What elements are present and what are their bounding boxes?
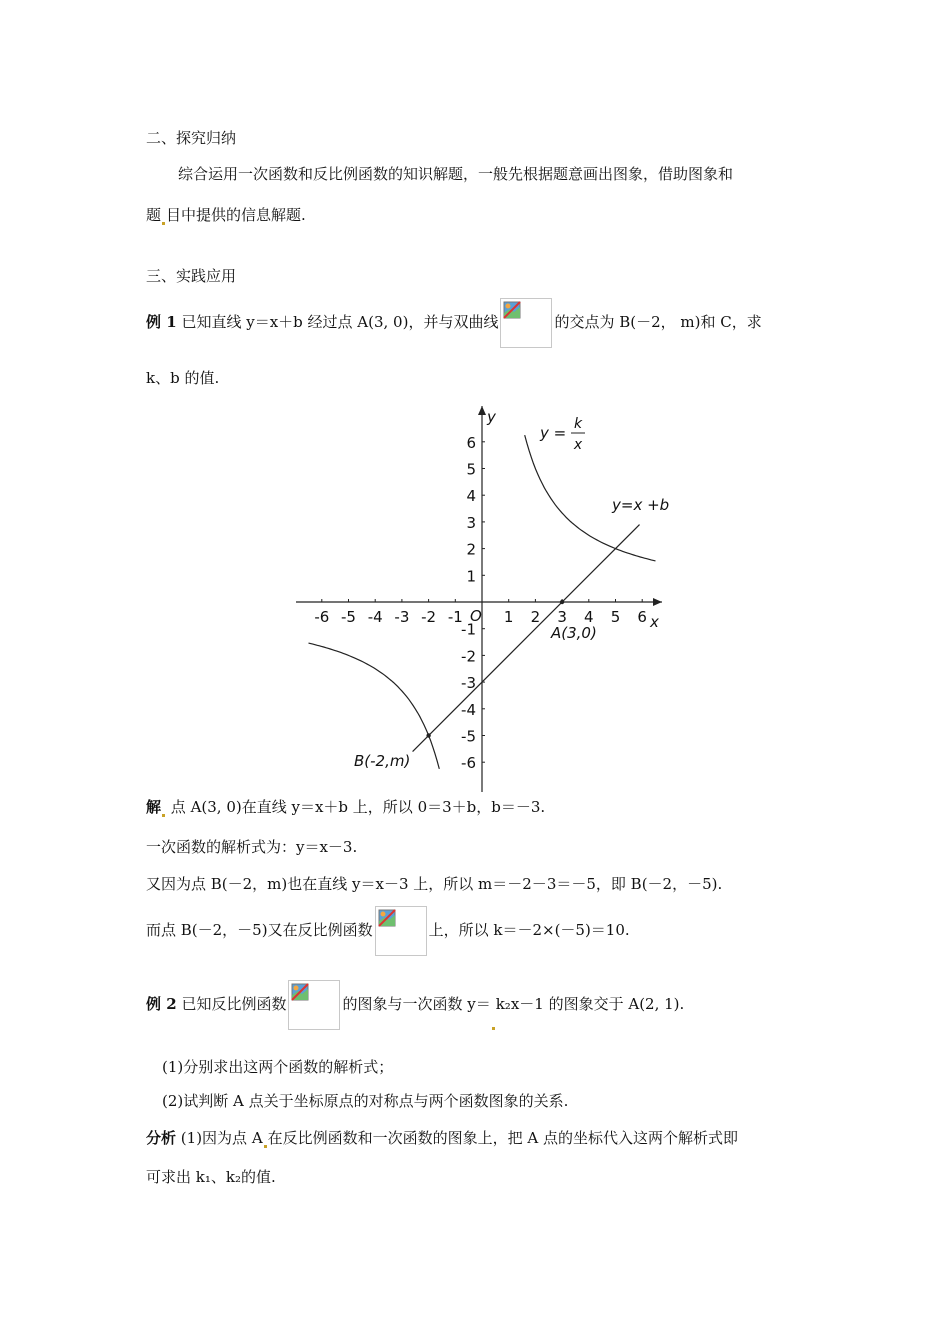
hyperbola-label: y =: [540, 424, 567, 442]
text-run: k₂x－1 的图象交于 A(2, 1).: [495, 995, 685, 1013]
example2-line1: [146, 980, 684, 1030]
text-run: 已知反比例函数: [181, 995, 287, 1013]
analysis-label: 分析: [146, 1129, 177, 1147]
text-run: 目中提供的信息解题.: [166, 206, 306, 224]
hyperbola-label-denominator: x: [573, 437, 583, 453]
line-y-equals-x-plus-b: [413, 525, 640, 752]
x-axis-arrow-icon: [653, 598, 662, 606]
x-tick-label: -2: [421, 608, 437, 626]
example2-question1: (1)分别求出这两个函数的解析式；: [162, 1058, 394, 1076]
x-tick-label: 1: [503, 608, 514, 626]
example2-label: 例 2: [146, 995, 177, 1013]
text-run: 而点 B(－2，－5)又在反比例函数: [146, 921, 373, 939]
text-run: 题: [146, 206, 162, 224]
x-axis-label: x: [650, 613, 659, 631]
anchor-mark-icon: [492, 1027, 495, 1030]
x-tick-label: 5: [610, 608, 621, 626]
y-tick-label: -5: [461, 727, 476, 746]
graph-layer: [296, 406, 669, 792]
example1-line1: [146, 298, 762, 348]
function-graph: [296, 400, 688, 792]
y-tick-label: 6: [466, 433, 476, 452]
y-tick-label: 2: [466, 540, 476, 559]
x-tick-label: -6: [314, 608, 330, 626]
solution-line1: [146, 797, 545, 817]
x-tick-label: 3: [557, 608, 567, 626]
anchor-mark-icon: [162, 814, 165, 817]
x-tick-label: -3: [394, 608, 410, 626]
solution-line4: [146, 906, 630, 956]
y-tick-label: -4: [461, 700, 476, 719]
text-run: 上，所以 k＝－2×(－5)＝10.: [428, 921, 630, 939]
x-tick-label: -4: [367, 608, 383, 626]
y-axis-label: y: [487, 408, 496, 426]
section3-heading: 三、实践应用: [146, 267, 237, 285]
anchor-mark-icon: [264, 1145, 267, 1148]
line-label: y=x +b: [612, 496, 670, 514]
point-a-label: A(3,0): [551, 624, 597, 642]
x-tick-label: -5: [341, 608, 356, 626]
broken-formula-image-icon: [375, 906, 427, 956]
origin-label: O: [470, 607, 482, 625]
y-tick-label: 5: [466, 460, 476, 479]
example2-question2: (2)试判断 A 点关于坐标原点的对称点与两个函数图象的关系.: [162, 1092, 569, 1110]
anchor-mark-icon: [162, 222, 165, 225]
example1-line2: k、b 的值.: [146, 369, 220, 387]
section2-paragraph-line2: [146, 205, 306, 225]
y-tick-label: -3: [461, 674, 476, 693]
section2-paragraph-line1: 综合运用一次函数和反比例函数的知识解题，一般先根据题意画出图象，借助图象和: [178, 165, 734, 183]
analysis-line2: 可求出 k₁、k₂的值.: [146, 1168, 276, 1186]
hyperbola-label-numerator: k: [573, 416, 583, 432]
point-b-label: B(-2,m): [354, 752, 411, 770]
text-run: 在反比例函数和一次函数的图象上，把 A 点的坐标代入这两个解析式即: [267, 1129, 739, 1147]
section2-heading: 二、探究归纳: [146, 129, 237, 147]
y-tick-label: -2: [461, 647, 476, 666]
text-run: 的交点为 B(－2， m)和 C，求: [554, 313, 762, 331]
text-run: 点 A(3, 0)在直线 y＝x＋b 上，所以 0＝3＋b，b＝－3.: [170, 798, 546, 816]
point-b-marker: [426, 733, 430, 737]
y-tick-label: 4: [466, 487, 476, 506]
hyperbola-branch-lower: [309, 643, 440, 769]
example1-label: 例 1: [146, 313, 177, 331]
x-tick-label: 2: [530, 608, 541, 626]
point-a-marker: [560, 600, 564, 604]
y-tick-label: -1: [461, 620, 476, 639]
x-tick-label: -1: [447, 608, 463, 626]
y-tick-label: 3: [466, 513, 476, 532]
text-run: 已知直线 y＝x＋b 经过点 A(3, 0)，并与双曲线: [181, 313, 499, 331]
y-tick-label: -6: [461, 754, 476, 773]
x-tick-label: 6: [637, 608, 647, 626]
solution-line3: 又因为点 B(－2，m)也在直线 y＝x－3 上，所以 m＝－2－3＝－5，即 B(－2，－5).: [146, 875, 723, 893]
y-axis-arrow-icon: [478, 406, 486, 415]
solution-line2: 一次函数的解析式为：y＝x－3.: [146, 838, 358, 856]
broken-formula-image-icon: [288, 980, 340, 1030]
broken-formula-image-icon: [500, 298, 552, 348]
y-tick-label: 1: [466, 567, 476, 586]
text-run: (1)因为点 A: [180, 1129, 263, 1147]
text-run: 的图象与一次函数 y＝: [342, 995, 491, 1013]
solution-label: 解: [146, 798, 162, 816]
analysis-line1: [146, 1128, 738, 1148]
x-tick-label: 4: [584, 608, 594, 626]
